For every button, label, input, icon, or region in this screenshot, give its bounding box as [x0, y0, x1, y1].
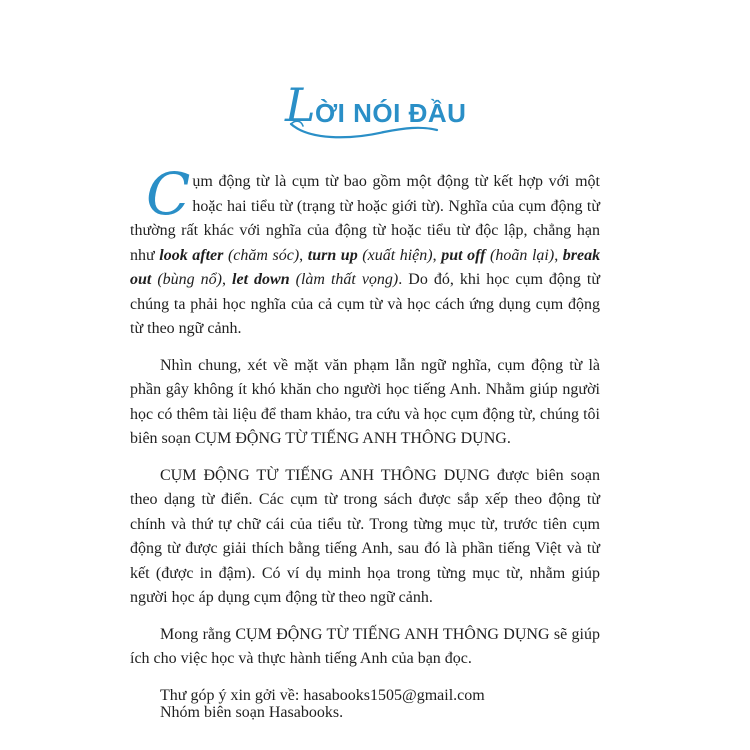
title-initial: L — [285, 78, 316, 132]
paragraph-3: CỤM ĐỘNG TỪ TIẾNG ANH THÔNG DỤNG được biên soạn theo dạng từ điển. Các cụm từ trong sách được sắp xếp theo động từ chính và thứ tự chữ cái của tiểu từ. Trong từng mục từ, trước tiên cụm động từ được giải thích bằng tiếng Anh, sau đó là phần tiếng Việt và từ kết (được in đậm). Có ví dụ minh họa trong từng mục từ, nhằm giúp người học áp dụng cụm động từ theo ngữ cảnh. — [130, 466, 600, 606]
drop-cap: C — [146, 160, 191, 228]
example-term: put off — [441, 246, 486, 264]
contact-line: Thư góp ý xin gởi về: hasabooks1505@gmail.com — [160, 686, 485, 704]
example-gloss: (chăm sóc) — [223, 246, 300, 264]
example-gloss: (bùng nổ) — [151, 271, 223, 288]
intro-text-2: . Do đó, khi học cụm động từ chúng ta phải học nghĩa của cả cụm từ và học cách ứng dụng cụm động từ theo ngữ cảnh. — [130, 271, 601, 337]
intro-paragraph: Cụm động từ là cụm từ bao gồm một động từ kết hợp với một hoặc hai tiểu từ (trạng từ hoặc giới từ). Nghĩa của cụm động từ thường rất khác với nghĩa của động từ hoặc tiểu từ độc lập, chẳng hạn như look after (chăm sóc), turn up (xuất hiện), put off (hoãn lại), break out (bùng nổ), let down (làm thất vọng). Do đó, khi học cụm động từ chúng ta phải học nghĩa của cả cụm từ và học cách ứng dụng cụm động từ theo ngữ cảnh. — [130, 160, 601, 337]
page-title — [285, 78, 485, 148]
title-text: ỜI NÓI ĐẦU — [315, 98, 467, 128]
intro-text-1: ụm động từ là cụm từ bao gồm một động từ kết hợp với một hoặc hai tiểu từ (trạng từ hoặc giới từ). Nghĩa của cụm động từ thường rất khác với nghĩa của động từ hoặc tiểu từ độc lập, chẳng hạn như — [130, 173, 600, 264]
example-gloss: (hoãn lại) — [485, 246, 555, 264]
example-gloss: (xuất hiện) — [357, 246, 433, 264]
body-text — [130, 160, 601, 708]
example-gloss: (làm thất vọng) — [289, 271, 399, 288]
example-term: let down — [232, 271, 290, 288]
paragraph-4: Mong rằng CỤM ĐỘNG TỪ TIẾNG ANH THÔNG DỤNG sẽ giúp ích cho việc học và thực hành tiếng Anh của bạn đọc. — [130, 625, 600, 667]
signature-line: Nhóm biên soạn Hasabooks. — [160, 704, 344, 721]
example-term: break out — [130, 246, 601, 288]
title-swash-ornament — [289, 118, 439, 142]
paragraph-2: Nhìn chung, xét về mặt văn phạm lẫn ngữ nghĩa, cụm động từ là phần gây không ít khó khăn cho người học tiếng Anh. Nhằm giúp người học có thêm tài liệu để tham khảo, tra cứu và học cụm động từ, chúng tôi biên soạn CỤM ĐỘNG TỪ TIẾNG ANH THÔNG DỤNG. — [130, 356, 600, 447]
example-term: look after — [159, 246, 224, 264]
example-term: turn up — [307, 246, 358, 264]
